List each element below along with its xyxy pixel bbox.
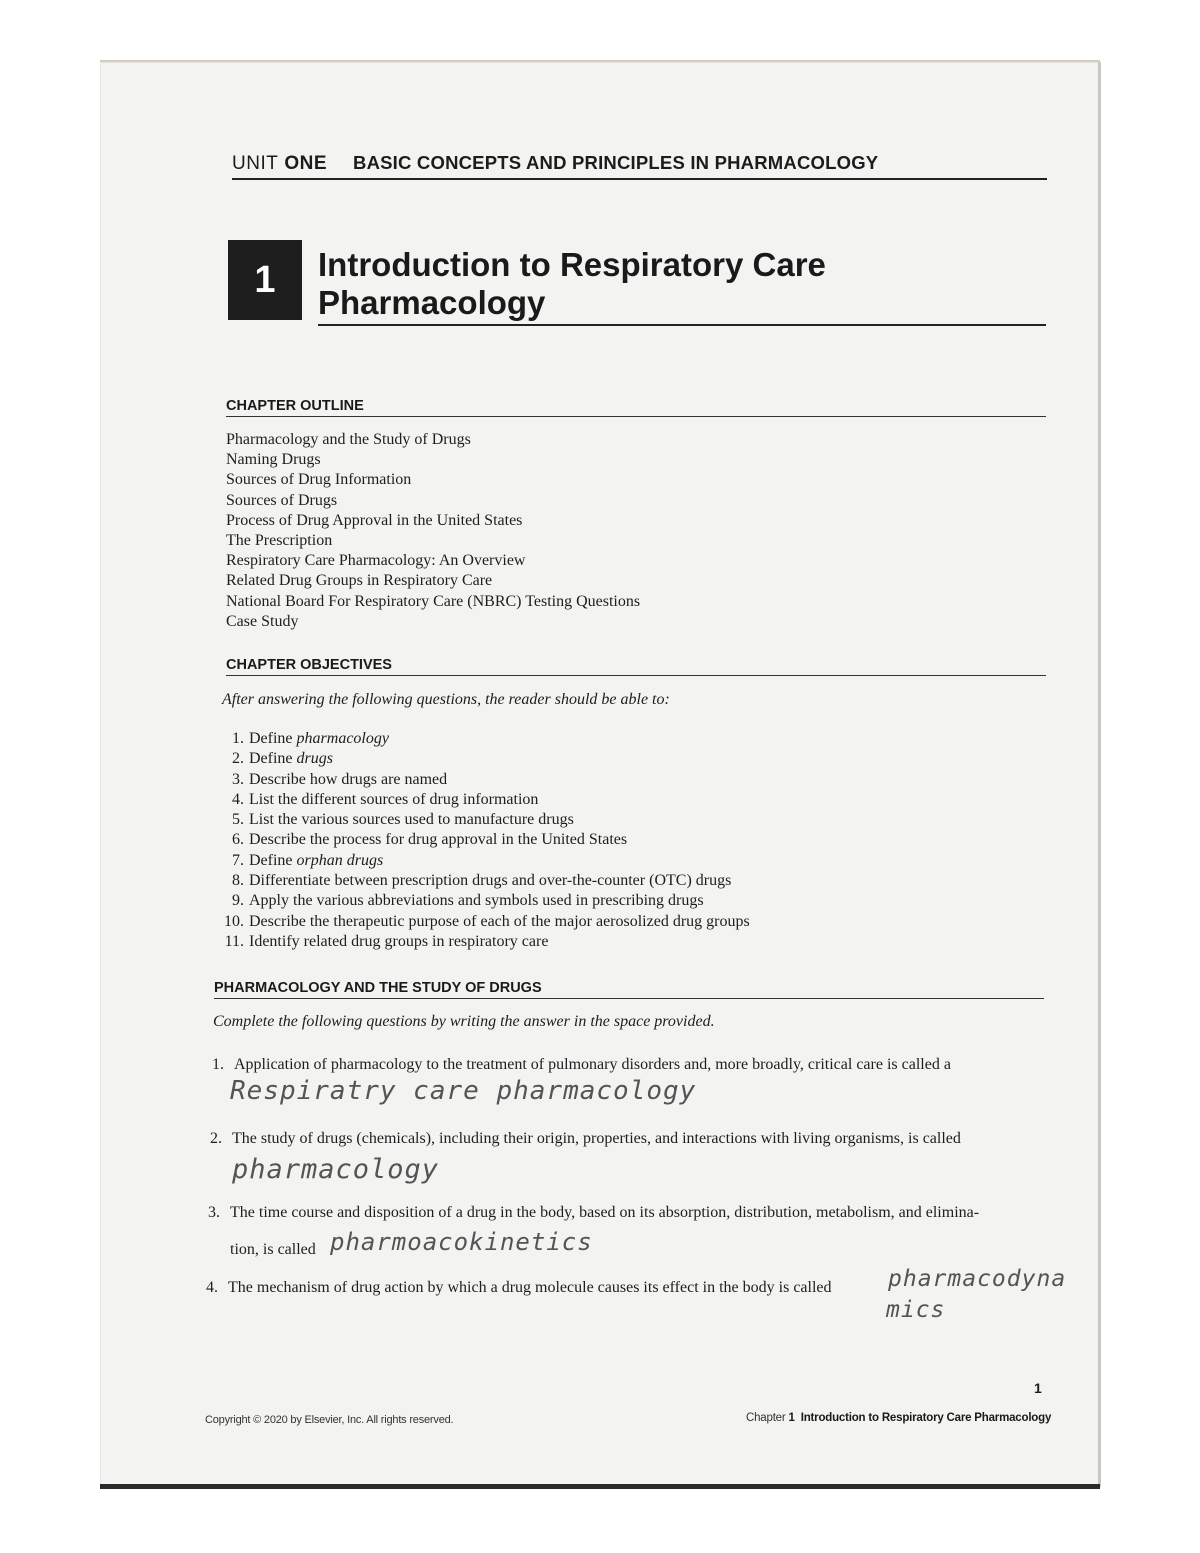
outline-item: The Prescription — [226, 532, 333, 550]
objective-item: 3. Describe how drugs are named — [232, 770, 448, 788]
page-edge-right — [1098, 62, 1101, 1487]
chapter-number-box — [228, 240, 302, 320]
objective-item: 9. Apply the various abbreviations and symbols used in prescribing drugs — [232, 892, 704, 910]
copyright-notice: Copyright © 2020 by Elsevier, Inc. All rights reserved. — [205, 1414, 454, 1426]
outline-item: Sources of Drug Information — [226, 471, 412, 489]
page-edge-bottom — [100, 1484, 1100, 1489]
outline-item: Naming Drugs — [226, 451, 321, 469]
outline-item: Process of Drug Approval in the United States — [226, 511, 523, 529]
objective-item: 6. Describe the process for drug approval in the United States — [232, 831, 628, 849]
unit-title: BASIC CONCEPTS AND PRINCIPLES IN PHARMACOLOGY — [353, 152, 879, 173]
handwritten-answer-3: pharmoacokinetics — [330, 1228, 593, 1256]
objectives-intro: After answering the following questions, the reader should be able to: — [222, 691, 670, 708]
outline-item: Sources of Drugs — [226, 491, 338, 509]
question-1: 1. Application of pharmacology to the treatment of pulmonary disorders and, more broadly, critical care is called a — [212, 1056, 951, 1073]
outline-item: Respiratory Care Pharmacology: An Overview — [226, 552, 526, 570]
running-footer: Chapter 1 Introduction to Respiratory Care Pharmacology — [746, 1412, 1052, 1424]
objective-item: 8. Differentiate between prescription drugs and over-the-counter (OTC) drugs — [232, 872, 732, 890]
outline-item: National Board For Respiratory Care (NBRC) Testing Questions — [226, 592, 641, 610]
chapter-title-line2: Pharmacology — [318, 284, 546, 321]
objective-item: 4. List the different sources of drug information — [232, 790, 539, 808]
study-instruction: Complete the following questions by writing the answer in the space provided. — [213, 1013, 715, 1030]
chapter-outline-list — [226, 430, 640, 632]
objectives-list — [214, 729, 750, 952]
chapter-outline-heading: CHAPTER OUTLINE — [226, 398, 1046, 417]
page-number: 1 — [1034, 1380, 1042, 1396]
study-of-drugs-heading: PHARMACOLOGY AND THE STUDY OF DRUGS — [214, 980, 1044, 999]
unit-header — [232, 152, 1047, 180]
chapter-number: 1 — [254, 258, 276, 301]
question-3-line2: tion, is called — [230, 1241, 316, 1258]
unit-number: ONE — [284, 153, 328, 174]
chapter-title-line1: Introduction to Respiratory Care — [318, 246, 826, 283]
handwritten-answer-2: pharmacology — [232, 1154, 440, 1185]
outline-item: Pharmacology and the Study of Drugs — [226, 431, 471, 448]
question-4: 4. The mechanism of drug action by which a drug molecule causes its effect in the body is called — [206, 1279, 832, 1296]
handwritten-answer-4-line2: mics — [886, 1297, 946, 1323]
question-2: 2. The study of drugs (chemicals), including their origin, properties, and interactions with living organisms, is called — [210, 1130, 961, 1147]
outline-item: Related Drug Groups in Respiratory Care — [226, 572, 493, 590]
objective-item: 11. Identify related drug groups in respiratory care — [224, 932, 549, 950]
objective-item: 7. Define orphan drugs — [232, 851, 384, 869]
outline-item: Case Study — [226, 612, 299, 630]
unit-word: UNIT — [232, 153, 279, 174]
handwritten-answer-1: Respiratry care pharmacology — [230, 1076, 697, 1106]
objective-item: 5. List the various sources used to manufacture drugs — [232, 811, 574, 829]
objective-item: 10. Describe the therapeutic purpose of each of the major aerosolized drug groups — [224, 912, 750, 930]
objective-item: 1. Define pharmacology — [232, 730, 389, 747]
objective-item: 2. Define drugs — [232, 750, 333, 768]
chapter-title — [318, 246, 1046, 326]
chapter-objectives-heading: CHAPTER OBJECTIVES — [226, 657, 1046, 676]
question-3: 3. The time course and disposition of a drug in the body, based on its absorption, distribution, metabolism, and elimina- — [208, 1204, 980, 1221]
handwritten-answer-4-line1: pharmacodyna — [888, 1266, 1067, 1292]
